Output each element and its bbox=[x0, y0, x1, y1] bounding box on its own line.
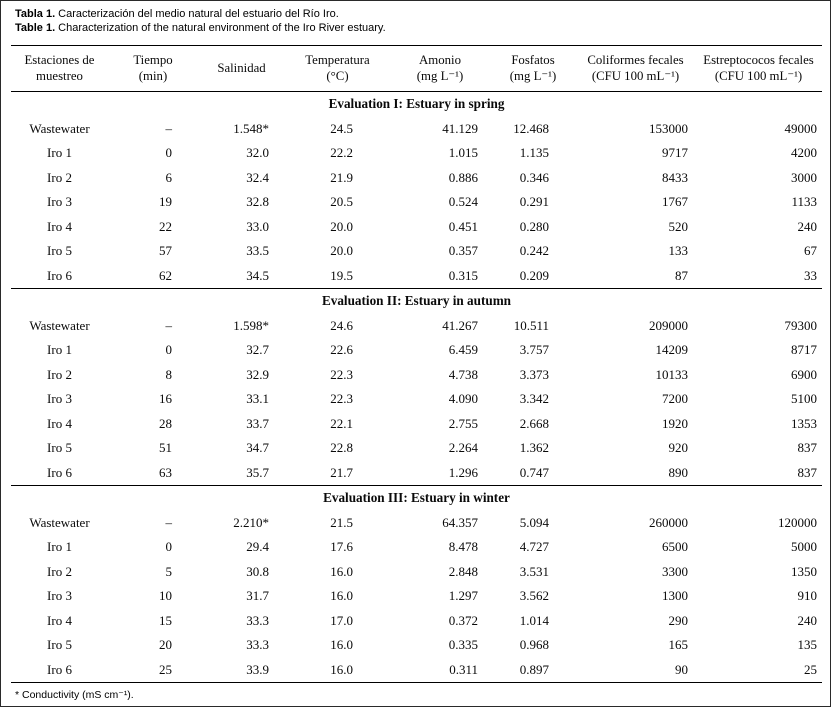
column-header bbox=[490, 46, 576, 92]
data-table bbox=[11, 45, 822, 683]
column-header-unit: (mg L⁻¹) bbox=[416, 68, 464, 83]
value-cell: 133 bbox=[668, 243, 688, 259]
value-cell: 2.848 bbox=[448, 563, 478, 579]
column-header bbox=[576, 46, 695, 92]
station-cell: Iro 3 bbox=[47, 588, 72, 604]
table-row bbox=[11, 314, 822, 339]
caption-text-en: Characterization of the natural environment of the Iro River estuary. bbox=[58, 22, 386, 34]
value-cell: 1.015 bbox=[448, 145, 478, 161]
value-cell: 3300 bbox=[662, 563, 688, 579]
value-cell: 33.7 bbox=[246, 415, 269, 431]
column-header bbox=[198, 46, 285, 92]
value-cell: 1133 bbox=[791, 194, 817, 210]
value-cell: 5.094 bbox=[519, 514, 549, 530]
value-cell: 22.3 bbox=[330, 391, 353, 407]
value-cell: 0.357 bbox=[448, 243, 478, 259]
station-cell: Wastewater bbox=[29, 514, 90, 530]
column-header-unit: muestreo bbox=[36, 68, 83, 83]
value-cell: 33.0 bbox=[246, 218, 269, 234]
value-cell: 33.3 bbox=[246, 637, 269, 653]
value-cell: 0.524 bbox=[448, 194, 478, 210]
value-cell: 5100 bbox=[791, 391, 817, 407]
value-cell: 21.7 bbox=[330, 464, 353, 480]
header-row bbox=[11, 46, 822, 92]
value-cell: 4.738 bbox=[448, 366, 478, 382]
value-cell: 1350 bbox=[791, 563, 817, 579]
column-header-unit: (mg L⁻¹) bbox=[509, 68, 557, 83]
section-title: Evaluation III: Estuary in winter bbox=[11, 486, 822, 511]
value-cell: 20.0 bbox=[330, 218, 353, 234]
value-cell: 0.968 bbox=[519, 637, 549, 653]
value-cell: 0.897 bbox=[519, 661, 549, 677]
value-cell: 9717 bbox=[662, 145, 688, 161]
value-cell: 20.0 bbox=[330, 243, 353, 259]
value-cell: 0.886 bbox=[448, 169, 478, 185]
station-cell: Iro 5 bbox=[47, 637, 72, 653]
value-cell: 24.6 bbox=[330, 317, 353, 333]
value-cell: 33 bbox=[804, 267, 817, 283]
table-row bbox=[11, 461, 822, 486]
table-row bbox=[11, 166, 822, 191]
value-cell: 209000 bbox=[649, 317, 688, 333]
table-body bbox=[11, 92, 822, 683]
table-row bbox=[11, 387, 822, 412]
value-cell: 22.8 bbox=[330, 440, 353, 456]
value-cell: 6500 bbox=[662, 539, 688, 555]
value-cell: 8 bbox=[165, 366, 172, 382]
caption-line-spanish bbox=[15, 7, 816, 21]
value-cell: 2.668 bbox=[519, 415, 549, 431]
value-cell: 32.8 bbox=[246, 194, 269, 210]
value-cell: 22.1 bbox=[330, 415, 353, 431]
value-cell: 41.129 bbox=[442, 120, 478, 136]
value-cell: 5 bbox=[165, 563, 172, 579]
caption-label-en: Table 1. bbox=[15, 22, 56, 34]
station-cell: Iro 4 bbox=[47, 612, 72, 628]
value-cell: 12.468 bbox=[513, 120, 549, 136]
station-cell: Iro 2 bbox=[47, 169, 72, 185]
value-cell: 34.5 bbox=[246, 267, 269, 283]
value-cell: 1.014 bbox=[519, 612, 549, 628]
value-cell: 2.755 bbox=[448, 415, 478, 431]
value-cell: 33.3 bbox=[246, 612, 269, 628]
station-cell: Iro 5 bbox=[47, 243, 72, 259]
value-cell: 2.210* bbox=[233, 514, 269, 530]
column-header bbox=[108, 46, 198, 92]
station-cell: Iro 5 bbox=[47, 440, 72, 456]
column-header-unit: (CFU 100 mL⁻¹) bbox=[714, 68, 803, 83]
value-cell: 16 bbox=[159, 391, 172, 407]
value-cell: 22.2 bbox=[330, 145, 353, 161]
value-cell: 10.511 bbox=[513, 317, 549, 333]
table-row bbox=[11, 117, 822, 142]
station-cell: Iro 1 bbox=[47, 539, 72, 555]
value-cell: 6 bbox=[165, 169, 172, 185]
value-cell: 16.0 bbox=[330, 661, 353, 677]
value-cell: 8.478 bbox=[448, 539, 478, 555]
value-cell: 32.0 bbox=[246, 145, 269, 161]
value-cell: 0 bbox=[165, 342, 172, 358]
value-cell: 10133 bbox=[655, 366, 688, 382]
station-cell: Iro 4 bbox=[47, 415, 72, 431]
table-row bbox=[11, 436, 822, 461]
value-cell: 51 bbox=[159, 440, 172, 456]
value-cell: 1.548* bbox=[233, 120, 269, 136]
value-cell: 1767 bbox=[662, 194, 688, 210]
caption-line-english bbox=[15, 21, 816, 35]
value-cell: 3.531 bbox=[519, 563, 549, 579]
station-cell: Iro 3 bbox=[47, 391, 72, 407]
value-cell: 8433 bbox=[662, 169, 688, 185]
column-header-unit: (min) bbox=[138, 68, 168, 83]
value-cell: 6900 bbox=[791, 366, 817, 382]
value-cell: 49000 bbox=[784, 120, 817, 136]
value-cell: 1.362 bbox=[519, 440, 549, 456]
section-title-row bbox=[11, 92, 822, 117]
value-cell: 4.090 bbox=[448, 391, 478, 407]
column-header-name: Temperatura bbox=[305, 53, 370, 67]
value-cell: 29.4 bbox=[246, 539, 269, 555]
value-cell: 0.451 bbox=[448, 218, 478, 234]
column-header bbox=[285, 46, 390, 92]
value-cell: 28 bbox=[159, 415, 172, 431]
value-cell: 135 bbox=[797, 637, 817, 653]
value-cell: 87 bbox=[675, 267, 688, 283]
value-cell: 3.757 bbox=[519, 342, 549, 358]
value-cell: 0.315 bbox=[448, 267, 478, 283]
value-cell: 20 bbox=[159, 637, 172, 653]
value-cell: 16.0 bbox=[330, 563, 353, 579]
value-cell: – bbox=[165, 514, 172, 530]
value-cell: 33.9 bbox=[246, 661, 269, 677]
column-header-name: Fosfatos bbox=[511, 53, 555, 67]
value-cell: 890 bbox=[668, 464, 688, 480]
value-cell: 33.1 bbox=[246, 391, 269, 407]
station-cell: Iro 6 bbox=[47, 267, 72, 283]
value-cell: 3000 bbox=[791, 169, 817, 185]
value-cell: 0.242 bbox=[519, 243, 549, 259]
value-cell: 35.7 bbox=[246, 464, 269, 480]
value-cell: 290 bbox=[668, 612, 688, 628]
value-cell: 15 bbox=[159, 612, 172, 628]
section-title-row bbox=[11, 289, 822, 314]
table-row bbox=[11, 609, 822, 634]
value-cell: 79300 bbox=[784, 317, 817, 333]
table-row bbox=[11, 511, 822, 536]
station-cell: Wastewater bbox=[29, 120, 90, 136]
value-cell: 64.357 bbox=[442, 514, 478, 530]
table-row bbox=[11, 363, 822, 388]
value-cell: 1.135 bbox=[519, 145, 549, 161]
value-cell: 25 bbox=[804, 661, 817, 677]
value-cell: 0.372 bbox=[448, 612, 478, 628]
value-cell: 0 bbox=[165, 539, 172, 555]
column-header-name: Coliformes fecales bbox=[587, 53, 684, 67]
value-cell: 1.297 bbox=[448, 588, 478, 604]
value-cell: 22 bbox=[159, 218, 172, 234]
value-cell: 837 bbox=[797, 440, 817, 456]
value-cell: 16.0 bbox=[330, 588, 353, 604]
table-row bbox=[11, 190, 822, 215]
value-cell: 165 bbox=[668, 637, 688, 653]
value-cell: 63 bbox=[159, 464, 172, 480]
value-cell: 153000 bbox=[649, 120, 688, 136]
value-cell: 2.264 bbox=[448, 440, 478, 456]
value-cell: 24.5 bbox=[330, 120, 353, 136]
value-cell: 0.346 bbox=[519, 169, 549, 185]
value-cell: 7200 bbox=[662, 391, 688, 407]
value-cell: 31.7 bbox=[246, 588, 269, 604]
station-cell: Iro 6 bbox=[47, 661, 72, 677]
value-cell: 20.5 bbox=[330, 194, 353, 210]
section-title: Evaluation I: Estuary in spring bbox=[11, 92, 822, 117]
column-header bbox=[695, 46, 822, 92]
value-cell: – bbox=[165, 317, 172, 333]
value-cell: 1920 bbox=[662, 415, 688, 431]
column-header bbox=[11, 46, 108, 92]
value-cell: 5000 bbox=[791, 539, 817, 555]
value-cell: 910 bbox=[797, 588, 817, 604]
value-cell: 25 bbox=[159, 661, 172, 677]
value-cell: 90 bbox=[675, 661, 688, 677]
value-cell: 34.7 bbox=[246, 440, 269, 456]
station-cell: Iro 2 bbox=[47, 366, 72, 382]
value-cell: 30.8 bbox=[246, 563, 269, 579]
station-cell: Iro 1 bbox=[47, 342, 72, 358]
value-cell: 16.0 bbox=[330, 637, 353, 653]
column-header-name: Salinidad bbox=[217, 60, 266, 75]
column-header-unit: (°C) bbox=[326, 68, 349, 83]
value-cell: 0.209 bbox=[519, 267, 549, 283]
value-cell: 8717 bbox=[791, 342, 817, 358]
table-row bbox=[11, 141, 822, 166]
value-cell: 19.5 bbox=[330, 267, 353, 283]
table-row bbox=[11, 535, 822, 560]
column-header bbox=[390, 46, 490, 92]
value-cell: 19 bbox=[159, 194, 172, 210]
value-cell: 17.6 bbox=[330, 539, 353, 555]
value-cell: 1.598* bbox=[233, 317, 269, 333]
value-cell: 62 bbox=[159, 267, 172, 283]
value-cell: 33.5 bbox=[246, 243, 269, 259]
value-cell: 0.311 bbox=[449, 661, 478, 677]
column-header-name: Amonio bbox=[419, 53, 461, 67]
value-cell: 3.342 bbox=[519, 391, 549, 407]
value-cell: 22.3 bbox=[330, 366, 353, 382]
table-row bbox=[11, 412, 822, 437]
column-header-name: Estaciones de bbox=[24, 53, 95, 67]
table-row bbox=[11, 338, 822, 363]
caption-label-es: Tabla 1. bbox=[15, 8, 56, 20]
value-cell: 32.4 bbox=[246, 169, 269, 185]
value-cell: 3.562 bbox=[519, 588, 549, 604]
station-cell: Iro 4 bbox=[47, 218, 72, 234]
value-cell: – bbox=[165, 120, 172, 136]
value-cell: 920 bbox=[668, 440, 688, 456]
value-cell: 21.9 bbox=[330, 169, 353, 185]
table-row bbox=[11, 584, 822, 609]
section-title-row bbox=[11, 486, 822, 511]
value-cell: 0 bbox=[165, 145, 172, 161]
paper-table-figure bbox=[1, 7, 830, 701]
table-row bbox=[11, 264, 822, 289]
value-cell: 32.7 bbox=[246, 342, 269, 358]
table-caption bbox=[15, 7, 816, 35]
value-cell: 1300 bbox=[662, 588, 688, 604]
value-cell: 240 bbox=[797, 218, 817, 234]
station-cell: Iro 3 bbox=[47, 194, 72, 210]
station-cell: Wastewater bbox=[29, 317, 90, 333]
caption-text-es: Caracterización del medio natural del estuario del Río Iro. bbox=[58, 8, 339, 20]
value-cell: 32.9 bbox=[246, 366, 269, 382]
value-cell: 6.459 bbox=[448, 342, 478, 358]
value-cell: 4.727 bbox=[519, 539, 549, 555]
table-header bbox=[11, 46, 822, 92]
value-cell: 3.373 bbox=[519, 366, 549, 382]
value-cell: 22.6 bbox=[330, 342, 353, 358]
column-header-unit: (CFU 100 mL⁻¹) bbox=[591, 68, 680, 83]
station-cell: Iro 1 bbox=[47, 145, 72, 161]
value-cell: 10 bbox=[159, 588, 172, 604]
table-row bbox=[11, 215, 822, 240]
section-title: Evaluation II: Estuary in autumn bbox=[11, 289, 822, 314]
value-cell: 14209 bbox=[655, 342, 688, 358]
value-cell: 4200 bbox=[791, 145, 817, 161]
value-cell: 520 bbox=[668, 218, 688, 234]
value-cell: 260000 bbox=[649, 514, 688, 530]
value-cell: 21.5 bbox=[330, 514, 353, 530]
table-row bbox=[11, 239, 822, 264]
value-cell: 0.335 bbox=[448, 637, 478, 653]
value-cell: 120000 bbox=[778, 514, 817, 530]
value-cell: 57 bbox=[159, 243, 172, 259]
table-row bbox=[11, 560, 822, 585]
value-cell: 0.747 bbox=[519, 464, 549, 480]
value-cell: 0.280 bbox=[519, 218, 549, 234]
value-cell: 67 bbox=[804, 243, 817, 259]
station-cell: Iro 6 bbox=[47, 464, 72, 480]
column-header-name: Tiempo bbox=[133, 53, 173, 67]
value-cell: 240 bbox=[797, 612, 817, 628]
table-row bbox=[11, 658, 822, 683]
station-cell: Iro 2 bbox=[47, 563, 72, 579]
value-cell: 41.267 bbox=[442, 317, 478, 333]
value-cell: 1353 bbox=[791, 415, 817, 431]
value-cell: 0.291 bbox=[519, 194, 549, 210]
value-cell: 17.0 bbox=[330, 612, 353, 628]
table-row bbox=[11, 633, 822, 658]
column-header-name: Estreptococos fecales bbox=[703, 53, 814, 67]
table-footnote: * Conductivity (mS cm⁻¹). bbox=[15, 689, 134, 701]
value-cell: 837 bbox=[797, 464, 817, 480]
value-cell: 1.296 bbox=[448, 464, 478, 480]
